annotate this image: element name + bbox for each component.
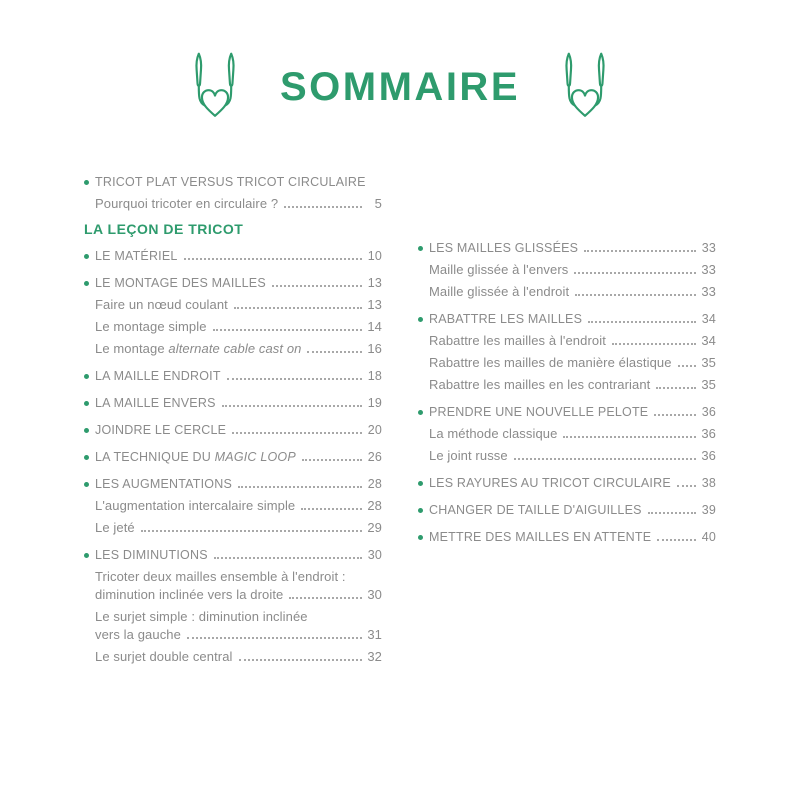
entry-label-segment: La méthode classique (429, 426, 558, 441)
section-heading (84, 220, 382, 238)
toc-entry (418, 403, 716, 421)
toc-entry-line (95, 195, 382, 213)
entry-label-segment: Tricoter deux mailles ensemble à l'endroit : (95, 569, 346, 584)
entry-label (429, 528, 651, 546)
entry-label-segment: L'augmentation intercalaire simple (95, 498, 296, 513)
dotted-leader (612, 343, 696, 345)
entry-label (429, 239, 578, 257)
entry-label (429, 310, 582, 328)
entry-label (429, 376, 650, 394)
page-number: 33 (701, 262, 716, 277)
bullet-dot-icon (84, 180, 89, 185)
bullet-dot-icon (84, 254, 89, 259)
entry-label (95, 648, 233, 666)
bullet-dot-icon (84, 401, 89, 406)
entry-label (95, 274, 266, 292)
entry-label-segment: Le joint russe (429, 448, 508, 463)
toc-entry-line (429, 261, 716, 279)
toc-entry-line (84, 421, 382, 439)
page-number: 35 (701, 355, 716, 370)
entry-label (429, 501, 642, 519)
entry-label-segment: PRENDRE UNE NOUVELLE PELOTE (429, 405, 649, 419)
entry-label (95, 296, 228, 314)
entry-label-segment: Le surjet double central (95, 649, 233, 664)
dotted-leader (514, 458, 696, 460)
page-header (0, 0, 800, 124)
page-number: 28 (367, 477, 382, 491)
entry-label-segment: Le montage (95, 341, 169, 356)
toc-entry (418, 239, 716, 257)
toc-entry (418, 354, 716, 372)
dotted-leader (222, 405, 362, 407)
toc-entry (84, 367, 382, 385)
toc-entry (418, 310, 716, 328)
page-number: 14 (367, 319, 382, 334)
entry-label-italic-segment: MAGIC LOOP (214, 450, 296, 464)
dotted-leader (238, 486, 362, 488)
toc-entry-line (95, 608, 382, 626)
toc-entry (418, 528, 716, 546)
page-number: 28 (367, 498, 382, 513)
toc-entry (84, 195, 382, 213)
dotted-leader (563, 436, 696, 438)
dotted-leader (656, 387, 696, 389)
entry-label-segment: LA MAILLE ENDROIT (95, 369, 221, 383)
toc-entry-line (418, 239, 716, 257)
entry-label (95, 519, 135, 537)
toc-entry (84, 648, 382, 666)
dotted-leader (575, 294, 696, 296)
toc-entry (84, 448, 382, 466)
entry-label (95, 367, 221, 385)
entry-label (95, 340, 301, 358)
dotted-leader (227, 378, 362, 380)
entry-label (429, 447, 508, 465)
bullet-dot-icon (84, 553, 89, 558)
dotted-leader (678, 365, 696, 367)
entry-label (429, 283, 569, 301)
toc-entry (84, 519, 382, 537)
page-number: 34 (701, 333, 716, 348)
toc-entry-line (84, 173, 382, 191)
page-number: 33 (701, 241, 716, 255)
entry-label-segment: LA MAILLE ENVERS (95, 396, 216, 410)
dotted-leader (289, 597, 362, 599)
dotted-leader (272, 285, 362, 287)
bullet-dot-icon (84, 374, 89, 379)
entry-label-segment: LE MONTAGE DES MAILLES (95, 276, 266, 290)
dotted-leader (654, 414, 696, 416)
entry-label-segment: Le jeté (95, 520, 135, 535)
toc-entry-line (84, 546, 382, 564)
circular-needles-heart-icon (188, 50, 242, 124)
page-number: 34 (701, 312, 716, 326)
page-number: 18 (367, 369, 382, 383)
entry-label-segment: LES MAILLES GLISSÉES (429, 241, 579, 255)
dotted-leader (307, 351, 362, 353)
entry-label (429, 425, 557, 443)
toc-entry-line (95, 340, 382, 358)
entry-label (429, 474, 671, 492)
entry-label-segment: LA LEÇON DE TRICOT (84, 221, 244, 237)
toc-entry-line (418, 528, 716, 546)
dotted-leader (239, 659, 362, 661)
toc-entry (84, 394, 382, 412)
toc-entry (84, 608, 382, 644)
toc-entry (84, 475, 382, 493)
table-of-contents (0, 124, 800, 666)
entry-label-segment: Le surjet simple : diminution inclinée (95, 609, 308, 624)
bullet-dot-icon (84, 281, 89, 286)
toc-entry (84, 274, 382, 292)
entry-label-segment: LA TECHNIQUE DU (95, 450, 215, 464)
page-number: 33 (701, 284, 716, 299)
page-number: 30 (367, 548, 382, 562)
toc-entry (84, 296, 382, 314)
page-number: 36 (701, 405, 716, 419)
dotted-leader (302, 459, 362, 461)
entry-label (95, 568, 346, 586)
entry-label-segment: Faire un nœud coulant (95, 297, 228, 312)
dotted-leader (187, 637, 362, 639)
entry-label-segment: LES DIMINUTIONS (95, 548, 208, 562)
page-number: 38 (701, 476, 716, 490)
page-number: 5 (374, 196, 382, 211)
page-number: 40 (701, 530, 716, 544)
entry-label-segment: Rabattre les mailles en les contrariant (429, 377, 651, 392)
toc-entry (418, 474, 716, 492)
entry-label (95, 546, 208, 564)
page-number: 20 (367, 423, 382, 437)
toc-column-right (418, 164, 716, 666)
entry-label (95, 394, 216, 412)
toc-entry-line (95, 296, 382, 314)
toc-entry-line (84, 247, 382, 265)
page-number: 29 (367, 520, 382, 535)
page-number: 13 (367, 297, 382, 312)
entry-label (84, 220, 243, 238)
toc-entry-line (84, 448, 382, 466)
dotted-leader (214, 557, 362, 559)
entry-label (429, 403, 648, 421)
toc-entry-line (84, 220, 382, 238)
entry-label-segment: LE MATÉRIEL (95, 249, 178, 263)
entry-label-segment: Maille glissée à l'endroit (429, 284, 570, 299)
entry-label-segment: LES RAYURES AU TRICOT CIRCULAIRE (429, 476, 671, 490)
dotted-leader (584, 250, 696, 252)
entry-label (95, 608, 308, 626)
page-title: SOMMAIRE (280, 64, 520, 109)
toc-entry (84, 247, 382, 265)
dotted-leader (213, 329, 362, 331)
entry-label (95, 195, 278, 213)
page-number: 30 (367, 587, 382, 602)
toc-entry (84, 497, 382, 515)
toc-entry-line (84, 394, 382, 412)
bullet-dot-icon (84, 428, 89, 433)
bullet-dot-icon (418, 535, 423, 540)
toc-entry-line (95, 497, 382, 515)
entry-label-segment: RABATTRE LES MAILLES (429, 312, 583, 326)
dotted-leader (232, 432, 362, 434)
toc-entry-line (95, 519, 382, 537)
toc-entry-line (84, 274, 382, 292)
bullet-dot-icon (418, 410, 423, 415)
entry-label (95, 173, 366, 191)
toc-entry (418, 332, 716, 350)
entry-label (95, 247, 178, 265)
dotted-leader (141, 530, 362, 532)
dotted-leader (677, 485, 696, 487)
toc-entry (84, 340, 382, 358)
dotted-leader (234, 307, 362, 309)
entry-label-segment: TRICOT PLAT VERSUS TRICOT CIRCULAIRE (95, 175, 366, 189)
entry-label-segment: JOINDRE LE CERCLE (95, 423, 227, 437)
toc-entry (418, 283, 716, 301)
entry-label-segment: Rabattre les mailles à l'endroit (429, 333, 606, 348)
entry-label-segment: Le montage simple (95, 319, 207, 334)
toc-entry-line (84, 475, 382, 493)
entry-label (95, 586, 283, 604)
entry-label-segment: METTRE DES MAILLES EN ATTENTE (429, 530, 652, 544)
circular-needles-heart-icon (558, 50, 612, 124)
bullet-dot-icon (418, 246, 423, 251)
page-number: 26 (367, 450, 382, 464)
page-number: 36 (701, 426, 716, 441)
toc-entry (84, 173, 382, 191)
entry-label-segment: Pourquoi tricoter en circulaire ? (95, 196, 279, 211)
toc-entry (418, 376, 716, 394)
entry-label-segment: LES AUGMENTATIONS (95, 477, 232, 491)
page-number: 32 (367, 649, 382, 664)
toc-entry (84, 421, 382, 439)
toc-entry-line (95, 648, 382, 666)
toc-entry (418, 501, 716, 519)
toc-entry-line (429, 354, 716, 372)
dotted-leader (184, 258, 362, 260)
dotted-leader (657, 539, 696, 541)
entry-label-segment: Rabattre les mailles de manière élastique (429, 355, 672, 370)
bullet-dot-icon (84, 455, 89, 460)
entry-label (95, 497, 295, 515)
toc-column-left (84, 164, 382, 666)
toc-entry-line (95, 318, 382, 336)
entry-label-segment: vers la gauche (95, 627, 181, 642)
entry-label (95, 448, 296, 466)
toc-entry-line (95, 626, 382, 644)
toc-entry-line (84, 367, 382, 385)
page-number: 39 (701, 503, 716, 517)
entry-label (95, 475, 232, 493)
entry-label-italic-segment: alternate cable cast on (168, 341, 302, 356)
toc-entry (84, 318, 382, 336)
page-number: 10 (367, 249, 382, 263)
entry-label-segment: diminution inclinée vers la droite (95, 587, 284, 602)
entry-label (95, 421, 226, 439)
toc-entry-line (429, 447, 716, 465)
entry-label (95, 626, 181, 644)
toc-entry-line (429, 283, 716, 301)
toc-entry-line (429, 332, 716, 350)
entry-label (429, 354, 672, 372)
dotted-leader (648, 512, 696, 514)
bullet-dot-icon (418, 481, 423, 486)
bullet-dot-icon (418, 317, 423, 322)
page-number: 36 (701, 448, 716, 463)
dotted-leader (588, 321, 696, 323)
page-number: 35 (701, 377, 716, 392)
toc-entry (418, 261, 716, 279)
toc-entry-line (418, 474, 716, 492)
toc-entry (418, 447, 716, 465)
entry-label (95, 318, 207, 336)
entry-label (429, 261, 568, 279)
toc-entry (418, 425, 716, 443)
page-number: 31 (367, 627, 382, 642)
toc-entry (84, 568, 382, 604)
entry-label-segment: Maille glissée à l'envers (429, 262, 569, 277)
toc-entry-line (95, 586, 382, 604)
dotted-leader (574, 272, 696, 274)
bullet-dot-icon (418, 508, 423, 513)
toc-entry-line (418, 403, 716, 421)
bullet-dot-icon (84, 482, 89, 487)
entry-label-segment: CHANGER DE TAILLE D'AIGUILLES (429, 503, 642, 517)
page-number: 16 (367, 341, 382, 356)
page-number: 19 (367, 396, 382, 410)
dotted-leader (301, 508, 362, 510)
dotted-leader (284, 206, 362, 208)
toc-entry-line (418, 310, 716, 328)
toc-entry-line (418, 501, 716, 519)
toc-entry-line (429, 376, 716, 394)
entry-label (429, 332, 606, 350)
page-number: 13 (367, 276, 382, 290)
toc-entry (84, 546, 382, 564)
toc-entry-line (429, 425, 716, 443)
toc-entry-line (95, 568, 382, 586)
